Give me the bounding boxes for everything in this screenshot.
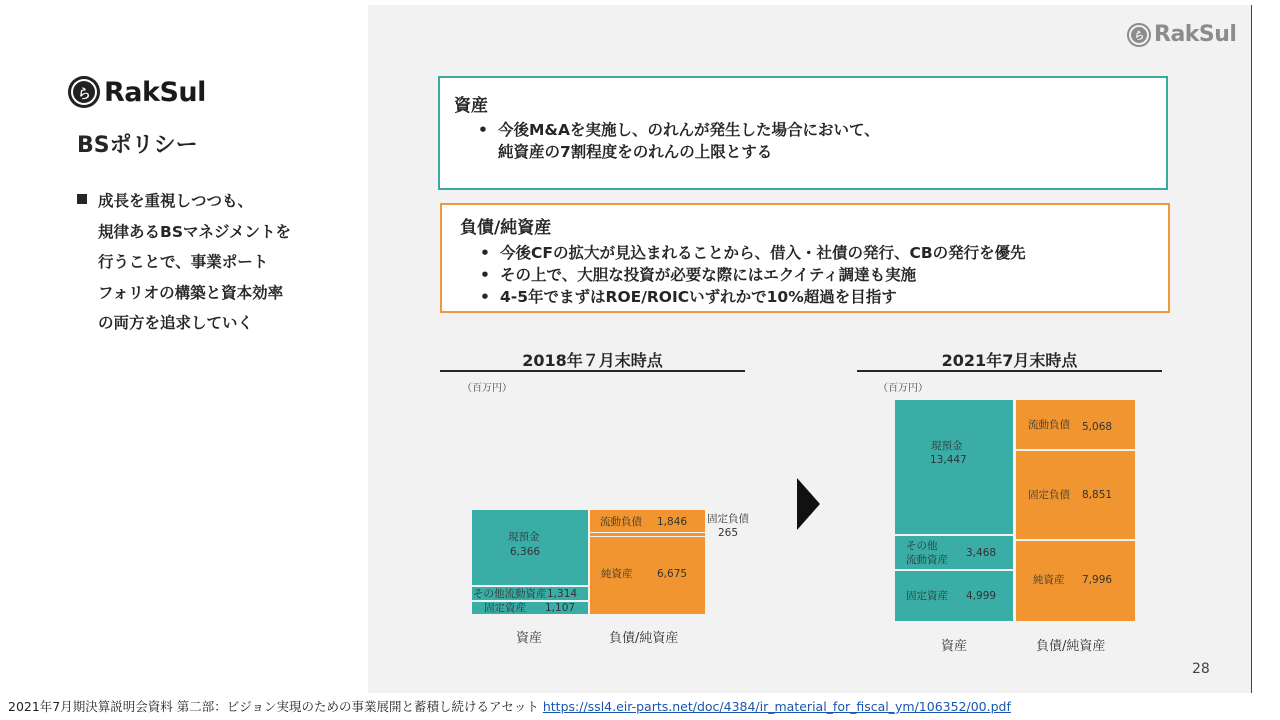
label-2018-current-liab: 流動負債 xyxy=(600,516,642,528)
value-2018-other: 1,314 xyxy=(547,588,578,600)
asset-bullets xyxy=(478,119,880,163)
value-2018-fixed: 1,107 xyxy=(545,602,576,614)
asset-bullet xyxy=(478,141,880,163)
label-2021-current-liab: 流動負債 xyxy=(1028,419,1070,431)
liability-bullet-text: 4-5年でまずはROE/ROICいずれかで10%超過を目指す xyxy=(500,288,897,306)
label-2021-fixed-liab: 固定負債 xyxy=(1028,489,1070,501)
slide-edge-line xyxy=(1251,5,1252,693)
label-2018-other: その他流動資産 xyxy=(473,588,547,600)
bar-2018-fixed-liabilities xyxy=(590,533,705,536)
value-2021-fixed: 4,999 xyxy=(966,590,997,602)
asset-policy-box xyxy=(438,76,1168,190)
bullet-dot-icon: • xyxy=(480,244,490,262)
bullet-dot-icon: • xyxy=(480,288,490,306)
liability-bullet-text: 今後CFの拡大が見込まれることから、借入・社債の発行、CBの発行を優先 xyxy=(500,244,1026,262)
bar-2021-cash xyxy=(895,400,1013,534)
liability-policy-box xyxy=(440,203,1170,313)
chart-2021-title: 2021年7月末時点 xyxy=(941,351,1078,370)
value-2021-other: 3,468 xyxy=(966,547,997,559)
raksul-logo-text: RakSul xyxy=(104,76,206,108)
page-number: 28 xyxy=(1192,661,1210,677)
bullet-dot-icon: • xyxy=(478,121,488,139)
page-title: BSポリシー xyxy=(77,133,198,158)
label-2021-fixed: 固定資産 xyxy=(906,590,948,602)
label-2021-equity: 純資産 xyxy=(1033,574,1065,586)
left-line: 規律あるBSマネジメントを xyxy=(98,222,292,241)
axis-2021-liab: 負債/純資産 xyxy=(1036,639,1106,654)
value-2021-cash: 13,447 xyxy=(930,454,967,466)
label-2018-fixed-liab: 固定負債 xyxy=(707,513,749,525)
label-2021-other-2: 流動資産 xyxy=(906,554,948,566)
axis-2018-liab: 負債/純資産 xyxy=(609,631,679,646)
left-line: 行うことで、事業ポート xyxy=(98,253,269,271)
bullet-dot-icon: • xyxy=(480,266,490,284)
square-bullet-icon xyxy=(77,194,87,204)
chart-2021-unit: （百万円） xyxy=(878,383,928,394)
value-2021-equity: 7,996 xyxy=(1082,574,1113,586)
label-2018-cash: 現預金 xyxy=(508,531,540,543)
raksul-corner-logo xyxy=(1127,22,1236,47)
raksul-logo-mark-icon: ら xyxy=(68,76,100,108)
asset-heading: 資産 xyxy=(454,96,488,116)
liability-heading: 負債/純資産 xyxy=(460,218,552,238)
raksul-corner-logo-mark-icon: ら xyxy=(1127,23,1151,47)
value-2018-current-liab: 1,846 xyxy=(657,516,688,528)
axis-2018-assets: 資産 xyxy=(516,631,543,646)
footer-source xyxy=(8,697,1011,715)
footer-text: 2021年7月期決算説明会資料 第二部：ビジョン実現のための事業展開と蓄積し続けるアセット xyxy=(8,699,539,714)
liability-bullet xyxy=(480,286,1026,308)
right-triangle-arrow-icon xyxy=(797,478,820,530)
label-2021-cash: 現預金 xyxy=(931,440,963,452)
liability-bullet xyxy=(480,242,1026,264)
left-description xyxy=(98,186,291,339)
liability-bullet-text: その上で、大胆な投資が必要な際にはエクイティ調達も実施 xyxy=(500,266,917,284)
raksul-corner-logo-text: RakSul xyxy=(1154,22,1237,47)
liability-bullets xyxy=(480,242,1026,308)
left-line: 成長を重視しつつも、 xyxy=(98,192,254,210)
chart-2021-rule xyxy=(857,370,1162,372)
label-2018-fixed: 固定資産 xyxy=(484,602,526,614)
value-2021-current-liab: 5,068 xyxy=(1082,421,1113,433)
asset-bullet xyxy=(478,119,880,141)
value-2021-fixed-liab: 8,851 xyxy=(1082,489,1113,501)
label-2021-other-1: その他 xyxy=(906,540,938,552)
value-2018-fixed-liab: 265 xyxy=(718,527,739,539)
raksul-logo xyxy=(68,76,206,108)
label-2018-equity: 純資産 xyxy=(601,568,633,580)
chart-2018-title: 2018年７月末時点 xyxy=(522,351,663,370)
asset-bullet-text: 純資産の7割程度をのれんの上限とする xyxy=(498,143,773,161)
value-2018-equity: 6,675 xyxy=(657,568,688,580)
liability-bullet xyxy=(480,264,1026,286)
left-line: フォリオの構築と資本効率 xyxy=(98,283,284,302)
chart-2018-unit: （百万円） xyxy=(462,383,512,394)
footer-link[interactable]: https://ssl4.eir-parts.net/doc/4384/ir_material_for_fiscal_ym/106352/00.pdf xyxy=(542,699,1011,714)
left-line: の両方を追求していく xyxy=(98,314,254,332)
asset-bullet-text: 今後M&Aを実施し、のれんが発生した場合において、 xyxy=(498,121,880,139)
axis-2021-assets: 資産 xyxy=(941,639,968,654)
value-2018-cash: 6,366 xyxy=(510,546,541,558)
chart-2018-rule xyxy=(440,370,745,372)
